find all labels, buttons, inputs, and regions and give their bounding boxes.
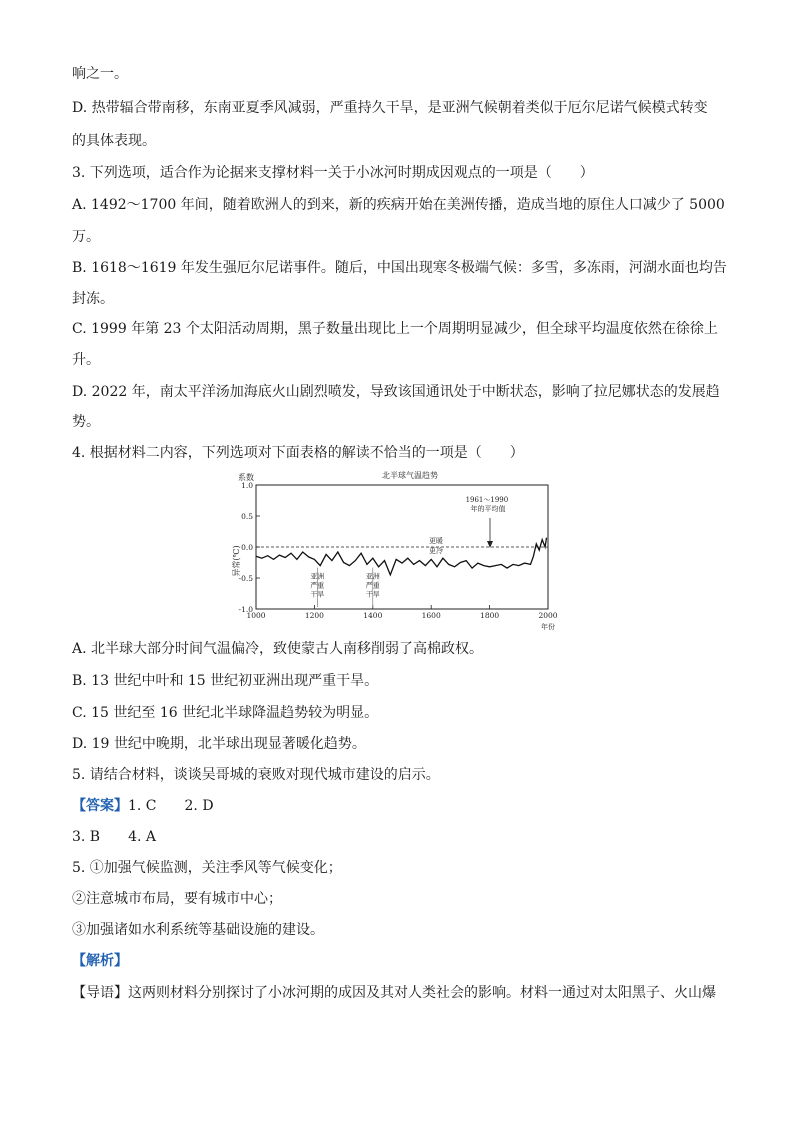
chart-title: 北半球气温趋势 [382, 471, 438, 480]
q3-option-c-1: C. 1999 年第 23 个太阳活动周期，黑子数量出现比上一个周期明显减少，但全球平均温度依然在徐徐上 [72, 321, 718, 337]
ytick-group [239, 481, 260, 614]
xtick-label: 1400 [363, 611, 383, 620]
ytick-label: -0.5 [238, 574, 253, 583]
temperature-series-line [256, 538, 547, 575]
chart-xlabel: 年份 [541, 623, 555, 631]
baseline-label-line2: 年的平均值 [470, 505, 506, 513]
baseline-label [466, 496, 511, 513]
xtick-label: 1200 [304, 611, 324, 620]
chart-ylabel: 异常(℃) [232, 545, 241, 577]
q3-option-d-2: 势。 [72, 414, 100, 430]
q3-option-b-2: 封冻。 [72, 291, 114, 307]
question-4: 4. 根据材料二内容，下列选项对下面表格的解读不恰当的一项是（ ） [72, 445, 524, 461]
answer-5-b: ②注意城市布局，要有城市中心； [72, 891, 282, 907]
answer-5-c: ③加强诸如水利系统等基础设施的建设。 [72, 922, 324, 938]
q4-option-d: D. 19 世纪中晚期，北半球出现显著暖化趋势。 [72, 736, 366, 752]
baseline-label-line1: 1961～1990 [465, 496, 509, 504]
q4-option-a: A. 北半球大部分时间气温偏冷，致使蒙古人南移削弱了高棉政权。 [72, 641, 484, 657]
analysis-heading: 【解析】 [72, 953, 128, 969]
answer-row-2: 3. B 4. A [72, 829, 157, 845]
question-3: 3. 下列选项，适合作为论据来支撑材料一关于小冰河时期成因观点的一项是（ ） [72, 165, 594, 181]
guide-tag: 【导语】 [72, 985, 128, 1001]
line-3: 的具体表现。 [72, 133, 156, 149]
drought-annotation-text: 干旱 [310, 590, 325, 599]
q3-option-a-2: 万。 [72, 229, 100, 245]
q3-option-c-2: 升。 [72, 352, 100, 368]
xtick-group [246, 605, 557, 620]
q3-option-d-1: D. 2022 年，南太平洋汤加海底火山剧烈喷发，导致该国通讯处于中断状态，影响了拉尼娜状态的发展趋 [72, 384, 720, 400]
xtick-label: 1600 [421, 611, 441, 620]
guide-text: 这两则材料分别探讨了小冰河期的成因及其对人类社会的影响。材料一通过对太阳黑子、火山爆 [128, 985, 716, 1001]
line-1: 响之一。 [72, 66, 128, 82]
chart-ylabel-top: 系数 [238, 473, 254, 482]
line-2: D. 热带辐合带南移，东南亚夏季风减弱，严重持久干旱，是亚洲气候朝着类似于厄尔尼诺气候模式转变 [72, 100, 708, 116]
drought-annotation-text: 严重 [365, 581, 380, 590]
xtick-label: 1000 [246, 611, 266, 620]
drought-annotations [310, 568, 379, 607]
answer-1-2: 1. C 2. D [128, 798, 214, 814]
cold-label: 更冷 [429, 547, 443, 555]
answer-row-1 [72, 796, 214, 816]
answer-tag: 【答案】 [72, 798, 128, 814]
temperature-chart [230, 466, 565, 633]
q3-option-b-1: B. 1618～1619 年发生强厄尔尼诺事件。随后，中国出现寒冬极端气候：多雪，多冻雨，河湖水面也均告 [72, 260, 727, 276]
q4-option-b: B. 13 世纪中叶和 15 世纪初亚洲出现严重干旱。 [72, 673, 379, 689]
drought-annotation-text: 严重 [310, 581, 325, 590]
drought-annotation-text: 亚洲 [365, 572, 380, 581]
ytick-label: 1.0 [241, 481, 253, 490]
question-5: 5. 请结合材料，谈谈吴哥城的衰败对现代城市建设的启示。 [72, 767, 440, 783]
xtick-label: 2000 [538, 611, 558, 620]
guide-row [72, 983, 716, 1003]
warm-label: 更暖 [429, 537, 443, 545]
xtick-label: 1800 [480, 611, 500, 620]
drought-annotation-text: 干旱 [365, 590, 380, 599]
q3-option-a-1: A. 1492～1700 年间，随着欧洲人的到来，新的疾病开始在美洲传播，造成当地的原住人口减少了 5000 [72, 197, 725, 213]
q4-option-c: C. 15 世纪至 16 世纪北半球降温趋势较为明显。 [72, 705, 379, 721]
ytick-label: -1.0 [238, 605, 253, 614]
ytick-label: 0.5 [241, 512, 253, 521]
answer-5-a: 5. ①加强气候监测，关注季风等气候变化； [72, 860, 342, 876]
drought-annotation-text: 亚洲 [310, 572, 325, 581]
ytick-label: 0.0 [241, 543, 253, 552]
